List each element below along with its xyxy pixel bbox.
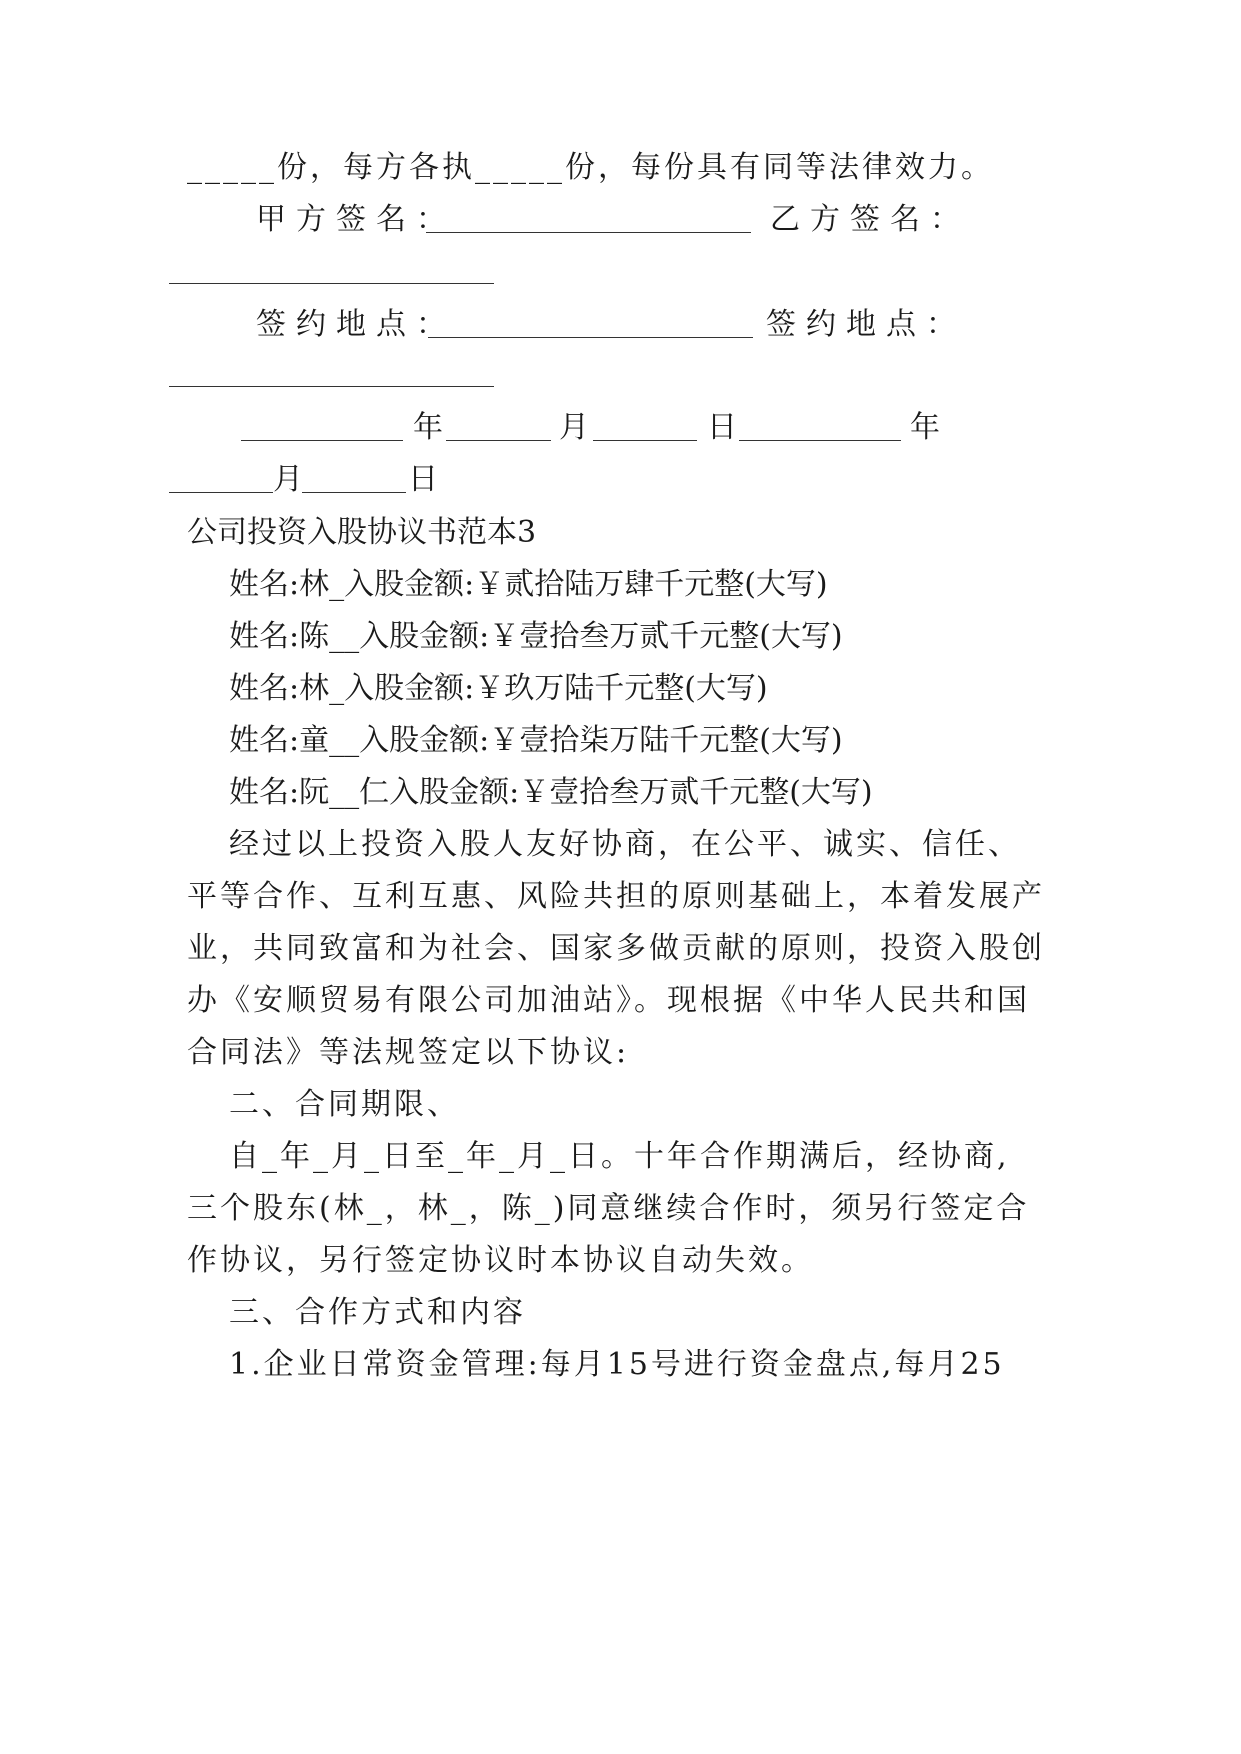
term-line-2: 三个股东(林_，林_，陈_)同意继续合作时，须另行签定合 <box>187 1191 1030 1226</box>
party-a-signature-line <box>426 232 751 233</box>
date2-year-line <box>739 440 901 441</box>
shareholder-line-2: 姓名:陈__入股金额:￥壹拾叁万贰千元整(大写) <box>229 619 843 654</box>
body-line-1: 经过以上投资入股人友好协商，在公平、诚实、信任、 <box>229 827 1021 862</box>
party-b-place-label: 签约地点： <box>766 307 966 342</box>
copies-clause: _____份，每方各执_____份，每份具有同等法律效力。 <box>187 150 994 185</box>
body-line-3: 业，共同致富和为社会、国家多做贡献的原则，投资入股创 <box>187 931 1045 966</box>
shareholder-line-1: 姓名:林_入股金额:￥贰拾陆万肆千元整(大写) <box>229 567 828 602</box>
date2-day-label: 日 <box>408 462 438 497</box>
date2-month-line <box>169 492 273 493</box>
body-line-4: 办《安顺贸易有限公司加油站》。现根据《中华人民共和国 <box>187 983 1030 1018</box>
date1-year-label: 年 <box>413 410 443 445</box>
section-3-heading: 三、合作方式和内容 <box>229 1295 526 1330</box>
party-b-signature-line <box>169 283 494 284</box>
term-line-3: 作协议，另行签定协议时本协议自动失效。 <box>187 1243 814 1278</box>
party-b-signature-label: 乙方签名： <box>770 202 970 237</box>
party-a-place-label: 签约地点： <box>256 307 456 342</box>
body-line-2: 平等合作、互利互惠、风险共担的原则基础上，本着发展产 <box>187 879 1045 914</box>
date1-month-line <box>446 440 551 441</box>
body-line-5: 合同法》等法规签定以下协议: <box>187 1035 630 1070</box>
date1-month-label: 月 <box>559 410 589 445</box>
shareholder-line-4: 姓名:童__入股金额:￥壹拾柒万陆千元整(大写) <box>229 723 843 758</box>
date1-year-line <box>241 440 403 441</box>
date2-month-label: 月 <box>273 462 303 497</box>
date1-day-line <box>593 440 697 441</box>
section-2-heading: 二、合同期限、 <box>229 1087 460 1122</box>
section-title: 公司投资入股协议书范本3 <box>187 515 537 550</box>
date2-day-line <box>302 492 406 493</box>
term-line-1: 自_年_月_日至_年_月_日。十年合作期满后，经协商, <box>229 1139 1010 1174</box>
shareholder-line-5: 姓名:阮__仁入股金额:￥壹拾叁万贰千元整(大写) <box>229 775 873 810</box>
party-a-signature-label: 甲方签名： <box>256 202 456 237</box>
date1-day-label: 日 <box>707 410 737 445</box>
cooperation-line-1: 1.企业日常资金管理:每月15号进行资金盘点,每月25 <box>229 1347 1005 1382</box>
party-b-place-line <box>169 386 494 387</box>
shareholder-line-3: 姓名:林_入股金额:￥玖万陆千元整(大写) <box>229 671 768 706</box>
date2-year-label: 年 <box>910 410 940 445</box>
party-a-place-line <box>428 337 753 338</box>
